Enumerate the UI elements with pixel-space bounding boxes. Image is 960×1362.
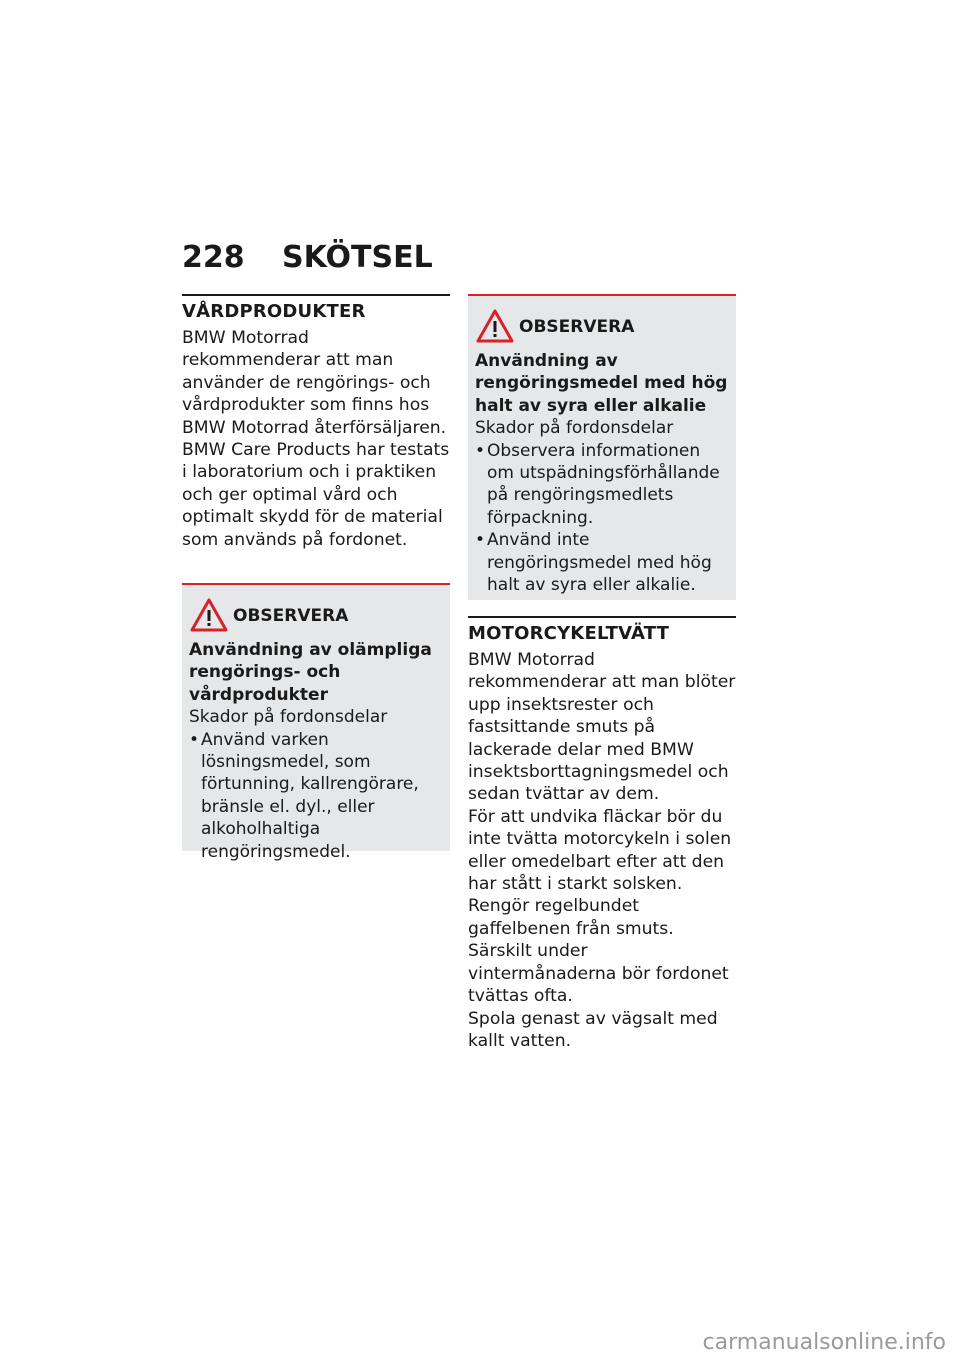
warning-title: Användning av olämpliga rengörings- och vårdprodukter	[189, 640, 432, 705]
warning-label: OBSERVERA	[519, 317, 635, 337]
warning-title: Användning av rengöringsmedel med hög halt av syra eller alkalie	[475, 351, 728, 416]
warning-box-unsuitable-products	[182, 583, 450, 862]
warning-header	[189, 595, 443, 635]
warning-header	[475, 306, 729, 346]
right-column	[468, 294, 736, 1052]
chapter-title: SKÖTSEL	[282, 240, 433, 275]
warning-consequence: Skador på fordonsdelar	[475, 418, 674, 439]
page-header	[182, 240, 742, 280]
warning-bullet: • Observera informationen om utspädningsförhållande på rengöringsmedlets förpackning.	[475, 440, 729, 530]
care-products-paragraph: BMW Motorrad rekommenderar att man använder de rengörings- och vårdprodukter som finns hos BMW Motorrad återförsäljaren. BMW Care Products har testats i laboratorium och i praktiken och ger optimal vård och optimalt skydd för de material som används på fordonet.	[182, 328, 450, 550]
warning-box-acid-alkali	[468, 294, 736, 600]
left-column	[182, 294, 450, 862]
wash-paragraph: För att undvika fläckar bör du inte tvätta motorcykeln i solen eller omedelbart efter att den har stått i starkt solsken.	[468, 806, 732, 895]
warning-triangle-icon	[189, 597, 229, 633]
wash-paragraph: Spola genast av vägsalt med kallt vatten.	[468, 1008, 718, 1051]
wash-paragraph: BMW Motorrad rekommenderar att man blöter upp insektsrester och fastsittande smuts på lackerade delar med BMW insektsborttagningsmedel och sedan tvättar av dem.	[468, 650, 736, 805]
page-number: 228	[182, 240, 245, 275]
warning-bullet: • Använd inte rengöringsmedel med hög halt av syra eller alkalie.	[475, 529, 729, 596]
warning-triangle-icon	[475, 308, 515, 344]
section-divider	[182, 294, 450, 296]
warning-label: OBSERVERA	[233, 606, 349, 626]
warning-consequence: Skador på fordonsdelar	[189, 707, 388, 728]
warning-bullet: • Använd varken lösningsmedel, som förtunning, kallrengörare, bränsle el. dyl., eller alkoholhaltiga rengöringsmedel.	[189, 729, 443, 863]
section-title-motorcykeltvatt: MOTORCYKELTVÄTT	[468, 623, 670, 644]
wash-paragraph: Rengör regelbundet gaffelbenen från smuts.	[468, 896, 674, 939]
section-divider	[468, 616, 736, 618]
section-title-vardprodukter: VÅRDPRODUKTER	[182, 301, 366, 322]
watermark: carmanualsonline.info	[702, 1330, 946, 1355]
wash-paragraph: Särskilt under vintermånaderna bör fordonet tvättas ofta.	[468, 941, 729, 1007]
